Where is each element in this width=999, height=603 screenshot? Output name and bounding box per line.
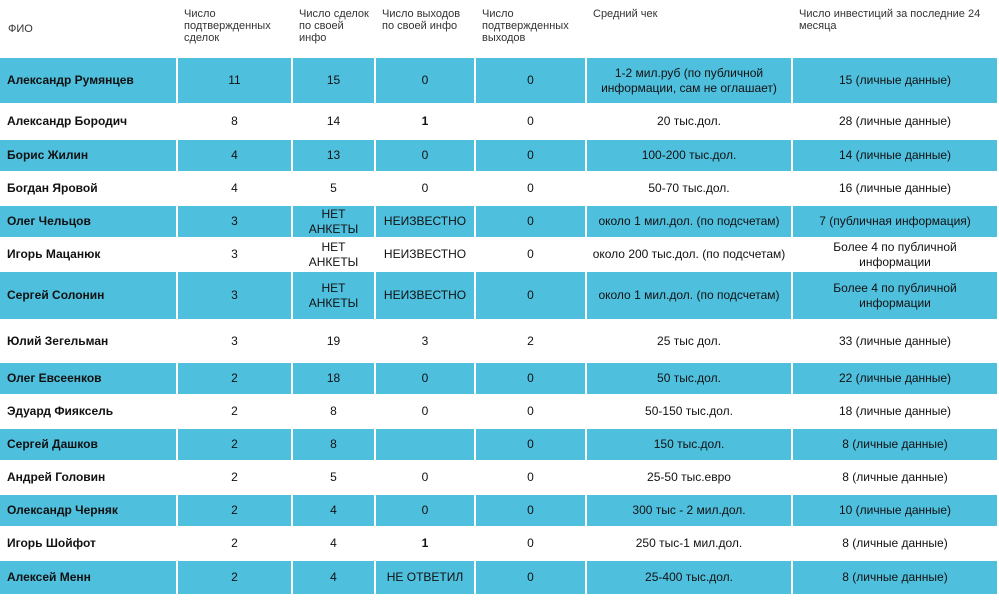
cell-investments-24m: Более 4 по публичной информации bbox=[793, 272, 999, 321]
cell-own-exits: 0 bbox=[376, 495, 476, 528]
cell-average-check: 25 тыс дол. bbox=[587, 321, 793, 363]
cell-confirmed-exits: 0 bbox=[476, 272, 587, 321]
cell-confirmed-deals: 2 bbox=[178, 528, 293, 561]
table-row bbox=[0, 363, 999, 396]
cell-own-exits: НЕИЗВЕСТНО bbox=[376, 272, 476, 321]
cell-investments-24m: 8 (личные данные) bbox=[793, 528, 999, 561]
cell-name: Сергей Дашков bbox=[0, 429, 178, 462]
cell-name: Юлий Зегельман bbox=[0, 321, 178, 363]
table-row bbox=[0, 429, 999, 462]
table-body bbox=[0, 58, 999, 596]
cell-own-deals: 18 bbox=[293, 363, 376, 396]
cell-confirmed-exits: 0 bbox=[476, 140, 587, 173]
cell-confirmed-exits: 2 bbox=[476, 321, 587, 363]
header-confirmed-exits: Число подтвержденных выходов bbox=[482, 8, 569, 44]
cell-name: Олег Евсеенков bbox=[0, 363, 178, 396]
cell-own-deals: 19 bbox=[293, 321, 376, 363]
cell-own-exits: 0 bbox=[376, 396, 476, 429]
cell-confirmed-exits: 0 bbox=[476, 206, 587, 239]
cell-name: Андрей Головин bbox=[0, 462, 178, 495]
cell-confirmed-exits: 0 bbox=[476, 396, 587, 429]
cell-confirmed-exits: 0 bbox=[476, 429, 587, 462]
table-row bbox=[0, 561, 999, 596]
cell-own-deals: НЕТ АНКЕТЫ bbox=[293, 206, 376, 239]
header-name: ФИО bbox=[8, 23, 33, 35]
cell-investments-24m: 16 (личные данные) bbox=[793, 173, 999, 206]
cell-investments-24m: Более 4 по публичной информации bbox=[793, 239, 999, 272]
cell-own-deals: 4 bbox=[293, 495, 376, 528]
cell-own-exits: 3 bbox=[376, 321, 476, 363]
cell-confirmed-deals: 3 bbox=[178, 272, 293, 321]
cell-confirmed-deals: 2 bbox=[178, 396, 293, 429]
cell-investments-24m: 28 (личные данные) bbox=[793, 105, 999, 140]
cell-average-check: около 200 тыс.дол. (по подсчетам) bbox=[587, 239, 793, 272]
cell-own-deals: 8 bbox=[293, 429, 376, 462]
table-row bbox=[0, 495, 999, 528]
cell-confirmed-exits: 0 bbox=[476, 495, 587, 528]
cell-confirmed-exits: 0 bbox=[476, 105, 587, 140]
cell-own-deals: 13 bbox=[293, 140, 376, 173]
cell-average-check: 50-150 тыс.дол. bbox=[587, 396, 793, 429]
cell-average-check: 25-50 тыс.евро bbox=[587, 462, 793, 495]
cell-investments-24m: 10 (личные данные) bbox=[793, 495, 999, 528]
header-confirmed-deals: Число подтвержденных сделок bbox=[184, 8, 271, 44]
cell-average-check: 300 тыс - 2 мил.дол. bbox=[587, 495, 793, 528]
cell-confirmed-deals: 2 bbox=[178, 561, 293, 596]
cell-confirmed-exits: 0 bbox=[476, 173, 587, 206]
cell-confirmed-exits: 0 bbox=[476, 58, 587, 105]
table-row bbox=[0, 272, 999, 321]
header-average-check: Средний чек bbox=[593, 8, 658, 20]
cell-confirmed-exits: 0 bbox=[476, 561, 587, 596]
cell-own-deals: 4 bbox=[293, 561, 376, 596]
cell-confirmed-deals: 3 bbox=[178, 321, 293, 363]
cell-confirmed-exits: 0 bbox=[476, 363, 587, 396]
cell-investments-24m: 8 (личные данные) bbox=[793, 429, 999, 462]
table-row bbox=[0, 105, 999, 140]
table-row bbox=[0, 206, 999, 239]
cell-average-check: 20 тыс.дол. bbox=[587, 105, 793, 140]
cell-name: Олександр Черняк bbox=[0, 495, 178, 528]
cell-name: Алексей Менн bbox=[0, 561, 178, 596]
cell-own-deals: 5 bbox=[293, 173, 376, 206]
cell-name: Александр Бородич bbox=[0, 105, 178, 140]
cell-confirmed-deals: 3 bbox=[178, 206, 293, 239]
cell-average-check: 250 тыс-1 мил.дол. bbox=[587, 528, 793, 561]
cell-name: Сергей Солонин bbox=[0, 272, 178, 321]
cell-investments-24m: 8 (личные данные) bbox=[793, 462, 999, 495]
cell-confirmed-deals: 2 bbox=[178, 363, 293, 396]
cell-investments-24m: 33 (личные данные) bbox=[793, 321, 999, 363]
cell-investments-24m: 8 (личные данные) bbox=[793, 561, 999, 596]
cell-confirmed-deals: 2 bbox=[178, 495, 293, 528]
header-own-deals: Число сделок по своей инфо bbox=[299, 8, 369, 44]
table-row bbox=[0, 462, 999, 495]
table-row bbox=[0, 58, 999, 105]
cell-average-check: около 1 мил.дол. (по подсчетам) bbox=[587, 272, 793, 321]
table-header bbox=[0, 0, 999, 58]
cell-confirmed-exits: 0 bbox=[476, 528, 587, 561]
cell-own-exits: 0 bbox=[376, 140, 476, 173]
cell-own-exits: НЕИЗВЕСТНО bbox=[376, 206, 476, 239]
cell-name: Богдан Яровой bbox=[0, 173, 178, 206]
cell-own-deals: 4 bbox=[293, 528, 376, 561]
cell-confirmed-deals: 4 bbox=[178, 140, 293, 173]
cell-confirmed-deals: 8 bbox=[178, 105, 293, 140]
cell-investments-24m: 7 (публичная информация) bbox=[793, 206, 999, 239]
header-investments-24m: Число инвестиций за последние 24 месяца bbox=[799, 8, 981, 32]
cell-own-exits: НЕ ОТВЕТИЛ bbox=[376, 561, 476, 596]
cell-investments-24m: 22 (личные данные) bbox=[793, 363, 999, 396]
table-row bbox=[0, 140, 999, 173]
cell-confirmed-deals: 4 bbox=[178, 173, 293, 206]
cell-own-exits: 0 bbox=[376, 58, 476, 105]
cell-average-check: около 1 мил.дол. (по подсчетам) bbox=[587, 206, 793, 239]
cell-average-check: 50 тыс.дол. bbox=[587, 363, 793, 396]
cell-own-deals: НЕТ АНКЕТЫ bbox=[293, 239, 376, 272]
table-row bbox=[0, 239, 999, 272]
cell-own-deals: 8 bbox=[293, 396, 376, 429]
cell-average-check: 1-2 мил.руб (по публичной информации, сам не оглашает) bbox=[587, 58, 793, 105]
cell-own-exits: 0 bbox=[376, 363, 476, 396]
table-row bbox=[0, 321, 999, 363]
cell-investments-24m: 15 (личные данные) bbox=[793, 58, 999, 105]
cell-average-check: 50-70 тыс.дол. bbox=[587, 173, 793, 206]
table-row bbox=[0, 396, 999, 429]
header-own-exits: Число выходов по своей инфо bbox=[382, 8, 461, 32]
cell-confirmed-deals: 3 bbox=[178, 239, 293, 272]
cell-name: Александр Румянцев bbox=[0, 58, 178, 105]
cell-name: Игорь Мацанюк bbox=[0, 239, 178, 272]
cell-average-check: 150 тыс.дол. bbox=[587, 429, 793, 462]
cell-own-exits: 0 bbox=[376, 173, 476, 206]
cell-own-exits: 1 bbox=[376, 528, 476, 561]
cell-name: Игорь Шойфот bbox=[0, 528, 178, 561]
cell-name: Олег Чельцов bbox=[0, 206, 178, 239]
cell-confirmed-exits: 0 bbox=[476, 239, 587, 272]
cell-own-exits: 0 bbox=[376, 462, 476, 495]
table-row bbox=[0, 173, 999, 206]
cell-own-exits bbox=[376, 429, 476, 462]
cell-average-check: 100-200 тыс.дол. bbox=[587, 140, 793, 173]
cell-name: Эдуард Фияксель bbox=[0, 396, 178, 429]
cell-own-deals: 5 bbox=[293, 462, 376, 495]
cell-investments-24m: 14 (личные данные) bbox=[793, 140, 999, 173]
cell-average-check: 25-400 тыс.дол. bbox=[587, 561, 793, 596]
table-row bbox=[0, 528, 999, 561]
cell-own-exits: 1 bbox=[376, 105, 476, 140]
cell-investments-24m: 18 (личные данные) bbox=[793, 396, 999, 429]
cell-confirmed-deals: 11 bbox=[178, 58, 293, 105]
cell-own-deals: НЕТ АНКЕТЫ bbox=[293, 272, 376, 321]
cell-own-exits: НЕИЗВЕСТНО bbox=[376, 239, 476, 272]
cell-confirmed-exits: 0 bbox=[476, 462, 587, 495]
header-row bbox=[0, 0, 999, 58]
cell-name: Борис Жилин bbox=[0, 140, 178, 173]
cell-own-deals: 15 bbox=[293, 58, 376, 105]
cell-confirmed-deals: 2 bbox=[178, 462, 293, 495]
cell-own-deals: 14 bbox=[293, 105, 376, 140]
cell-confirmed-deals: 2 bbox=[178, 429, 293, 462]
